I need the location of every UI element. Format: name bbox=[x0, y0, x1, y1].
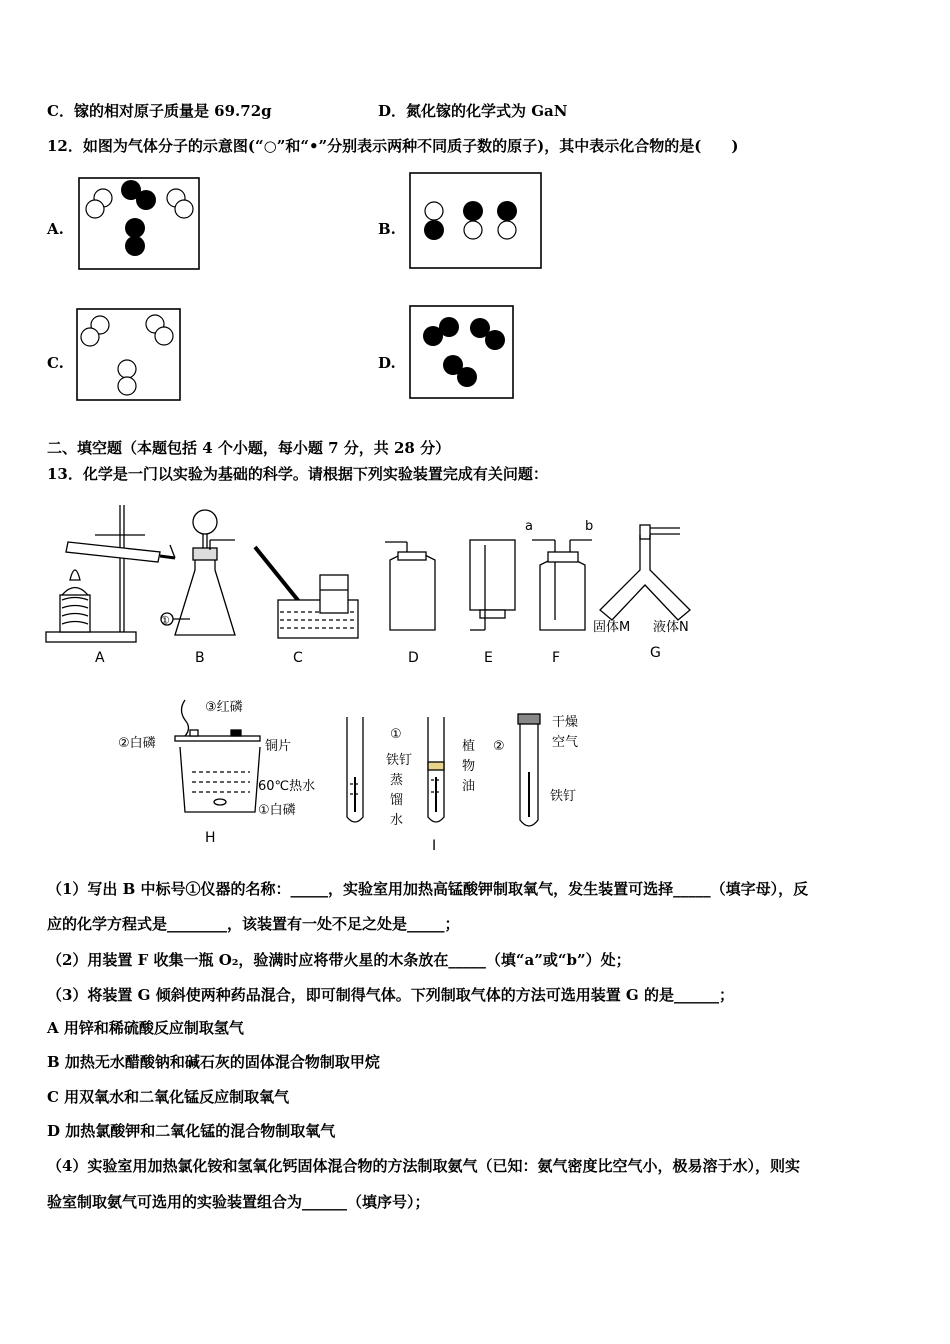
apparatus-row-1 bbox=[40, 500, 720, 675]
apparatus-b bbox=[161, 510, 235, 635]
question-12: 12．如图为气体分子的示意图(“○”和“•”分别表示两种不同质子数的原子)，其中表示化合物的是( ) bbox=[47, 137, 739, 155]
label-i-nail-1: 铁钉 bbox=[386, 753, 413, 768]
q13-option-c: C 用双氧水和二氧化锰反应制取氧气 bbox=[47, 1088, 290, 1106]
label-circle-1: ① bbox=[160, 614, 170, 627]
label-a: A bbox=[95, 650, 105, 666]
q13-part-2: （2）用装置 F 收集一瓶 O₂，验满时应将带火星的木条放在_____（填“a”或“b”）处； bbox=[47, 951, 631, 969]
label-i: I bbox=[432, 838, 437, 854]
label-i-oil-3: 油 bbox=[462, 779, 476, 794]
q12-diagram-c bbox=[76, 308, 181, 401]
label-i-distilled-1: 蒸 bbox=[390, 773, 404, 788]
label-c: C bbox=[293, 650, 303, 666]
q12-option-d-label: D. bbox=[378, 354, 396, 372]
label-i-distilled-2: 馏 bbox=[390, 793, 404, 808]
q13-option-d: D 加热氯酸钾和二氧化锰的混合物制取氧气 bbox=[47, 1122, 336, 1140]
label-i-circle-1: ① bbox=[390, 727, 402, 742]
apparatus-d bbox=[385, 542, 435, 630]
q13-part-4-line-2: 验室制取氨气可选用的实验装置组合为______（填序号）； bbox=[47, 1193, 430, 1211]
question-13: 13．化学是一门以实验为基础的科学。请根据下列实验装置完成有关问题： bbox=[47, 465, 548, 483]
apparatus-c bbox=[255, 547, 358, 638]
label-i-oil-2: 物 bbox=[462, 759, 476, 774]
label-b: B bbox=[195, 650, 205, 666]
label-e: E bbox=[484, 650, 493, 666]
option-d-line: D．氮化镓的化学式为 GaN bbox=[378, 102, 568, 120]
option-c-line: C．镓的相对原子质量是 69.72g bbox=[47, 102, 272, 120]
label-solid-m: 固体M bbox=[593, 620, 631, 635]
q13-option-b: B 加热无水醋酸钠和碱石灰的固体混合物制取甲烷 bbox=[47, 1053, 380, 1071]
label-h-copper: 铜片 bbox=[265, 739, 292, 754]
q12-option-c-label: C. bbox=[47, 354, 64, 372]
apparatus-i bbox=[347, 714, 540, 826]
apparatus-f bbox=[532, 540, 592, 630]
q12-option-b-label: B. bbox=[378, 220, 396, 238]
q13-part-1-line-2: 应的化学方程式是________，该装置有一处不足之处是_____； bbox=[47, 915, 460, 933]
apparatus-a bbox=[46, 505, 175, 642]
q12-option-a-label: A. bbox=[47, 220, 64, 238]
q13-part-3: （3）将装置 G 倾斜使两种药品混合，即可制得气体。下列制取气体的方法可选用装置 G 的是______； bbox=[47, 986, 734, 1004]
label-i-dry-2: 空气 bbox=[552, 735, 579, 750]
label-liquid-n: 液体N bbox=[653, 620, 689, 635]
q12-diagram-b bbox=[409, 172, 542, 269]
label-b-port: b bbox=[585, 519, 594, 534]
apparatus-g bbox=[600, 525, 690, 620]
label-a-port: a bbox=[525, 519, 533, 534]
label-i-dry-1: 干燥 bbox=[552, 715, 579, 730]
label-d: D bbox=[408, 650, 419, 666]
label-i-oil-1: 植 bbox=[462, 739, 476, 754]
label-i-nail-2: 铁钉 bbox=[550, 789, 577, 804]
label-f: F bbox=[552, 650, 561, 666]
section-2-heading: 二、填空题（本题包括 4 个小题，每小题 7 分，共 28 分） bbox=[47, 439, 451, 457]
q13-part-4-line-1: （4）实验室用加热氯化铵和氢氧化钙固体混合物的方法制取氨气（已知：氨气密度比空气小，极易溶于水），则实 bbox=[47, 1157, 800, 1175]
q13-part-1-line-1: （1）写出 B 中标号①仪器的名称：_____，实验室用加热高锰酸钾制取氧气，发生装置可选择_____（填字母），反 bbox=[47, 880, 809, 898]
apparatus-row-2 bbox=[110, 692, 610, 862]
label-g: G bbox=[650, 645, 661, 661]
apparatus-h bbox=[175, 700, 260, 812]
q12-diagram-a bbox=[78, 177, 200, 270]
label-h-water: 60℃热水 bbox=[258, 779, 316, 794]
apparatus-e bbox=[470, 540, 515, 630]
label-h-white-phosphorus-2: ②白磷 bbox=[118, 736, 156, 751]
q12-diagram-d bbox=[409, 305, 514, 399]
q13-option-a: A 用锌和稀硫酸反应制取氢气 bbox=[47, 1019, 244, 1037]
label-h-white-phosphorus-1: ①白磷 bbox=[258, 803, 296, 818]
label-h: H bbox=[205, 830, 216, 846]
label-i-circle-2: ② bbox=[493, 739, 505, 754]
label-i-distilled-3: 水 bbox=[390, 813, 404, 828]
label-h-red-phosphorus: ③红磷 bbox=[205, 700, 243, 715]
